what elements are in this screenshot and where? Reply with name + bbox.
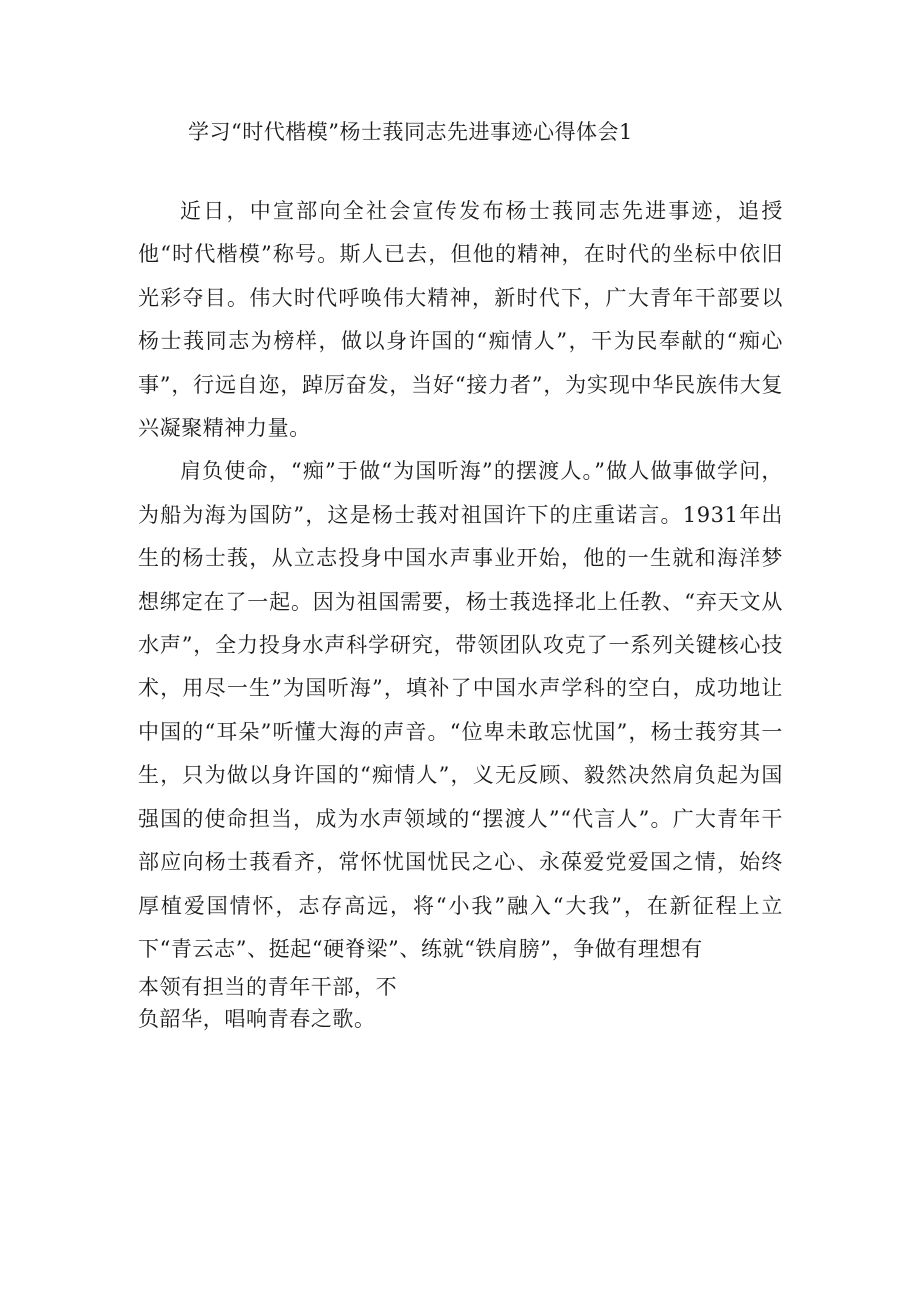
paragraph-mission: 肩负使命，“痴”于做“为国听海”的摆渡人。”做人做事做学问，为船为海为国防”，这是杨士莪对祖国许下的庄重诺言。1931年出生的杨士莪，从立志投身中国水声事业开始，他的一生就和海洋梦想绑定在了一起。因为祖国需要，杨士莪选择北上任教、“弃天文从水声”，全力投身水声科学研究，带领团队攻克了一系列关键核心技术，用尽一生”为国听海”，填补了中国水声学科的空白，成功地让中国的“耳朵”听懂大海的声音。“位卑未敢忘忧国”，杨士莪穷其一生，只为做以身许国的“痴情人”，义无反顾、毅然决然肩负起为国强国的使命担当，成为水声领域的“摆渡人”“代言人”。广大青年干部应向杨士莪看齐，常怀忧国忧民之心、永葆爱党爱国之情，始终厚植爱国情怀，志存高远，将“小我”融入“大我”，在新征程上立下“青云志”、挺起“硬脊梁”、练就“铁肩膀”，争做有理想有 [138, 459, 783, 961]
paragraph-intro: 近日，中宣部向全社会宣传发布杨士莪同志先进事迹，追授他“时代楷模”称号。斯人已去，但他的精神，在时代的坐标中依旧光彩夺目。伟大时代呼唤伟大精神，新时代下，广大青年干部要以杨士莪同志为榜样，做以身许国的“痴情人”，干为民奉献的“痴心事”，行远自迩，踔厉奋发，当好“接力者”，为实现中华民族伟大复兴凝聚精神力量。 [138, 199, 783, 441]
ending-line-2: 负韶华，唱响青春之歌。 [138, 1007, 376, 1032]
paragraph-mission-ending [138, 971, 783, 1035]
document-body [138, 190, 783, 1035]
ending-line-1: 本领有担当的青年干部，不 [138, 975, 398, 1000]
document-title: 学习“时代楷模”杨士莪同志先进事迹心得体会1 [188, 120, 633, 144]
